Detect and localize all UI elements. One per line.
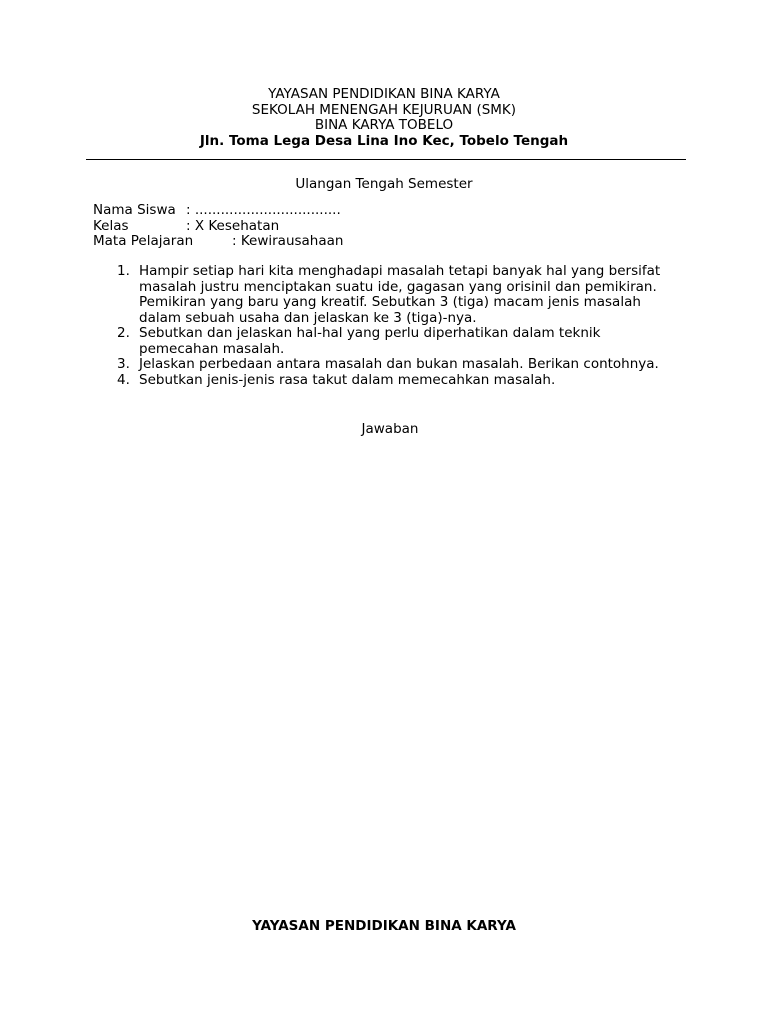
student-name-value: : ..................................: [186, 202, 341, 218]
letterhead-divider: [86, 159, 686, 160]
class-value: : X Kesehatan: [186, 217, 280, 234]
question-text: Jelaskan perbedaan antara masalah dan bukan masalah. Berikan contohnya.: [139, 356, 659, 372]
school-address: Jln. Toma Lega Desa Lina Ino Kec, Tobelo Tengah: [199, 132, 569, 149]
question-number: 1.: [117, 263, 130, 279]
question-item: [0, 357, 679, 373]
question-text: Hampir setiap hari kita menghadapi masalah tetapi banyak hal yang bersifat masalah justru menciptakan suatu ide, gagasan yang orisinil dan pemikiran. Pemikiran yang baru yang kreatif. Sebutkan 3 (tiga) macam jenis masalah dalam sebuah usaha dan jelaskan ke 3 (tiga)-nya.: [139, 263, 661, 326]
letterhead: [0, 87, 768, 149]
student-name-label: Nama Siswa: [93, 202, 176, 218]
foundation-name: YAYASAN PENDIDIKAN BINA KARYA: [268, 86, 500, 102]
question-text: Sebutkan jenis-jenis rasa takut dalam memecahkan masalah.: [139, 371, 556, 388]
question-item: [0, 326, 679, 357]
question-item: [0, 373, 679, 389]
answer-heading: Jawaban: [361, 421, 419, 437]
question-number: 2.: [117, 325, 130, 341]
question-number: 3.: [117, 356, 130, 372]
question-text: Sebutkan dan jelaskan hal-hal yang perlu diperhatikan dalam teknik pemecahan masalah.: [139, 325, 601, 357]
footer-foundation-name: YAYASAN PENDIDIKAN BINA KARYA: [252, 918, 516, 934]
class-label: Kelas: [93, 217, 129, 234]
question-list: [0, 264, 768, 388]
school-type: SEKOLAH MENENGAH KEJURUAN (SMK): [251, 101, 517, 118]
school-name: BINA KARYA TOBELO: [314, 117, 454, 133]
subject-label: Mata Pelajaran: [93, 233, 194, 249]
subject-value: : Kewirausahaan: [232, 233, 344, 249]
question-item: [0, 264, 679, 326]
exam-title: Ulangan Tengah Semester: [295, 176, 473, 192]
question-number: 4.: [117, 371, 130, 388]
